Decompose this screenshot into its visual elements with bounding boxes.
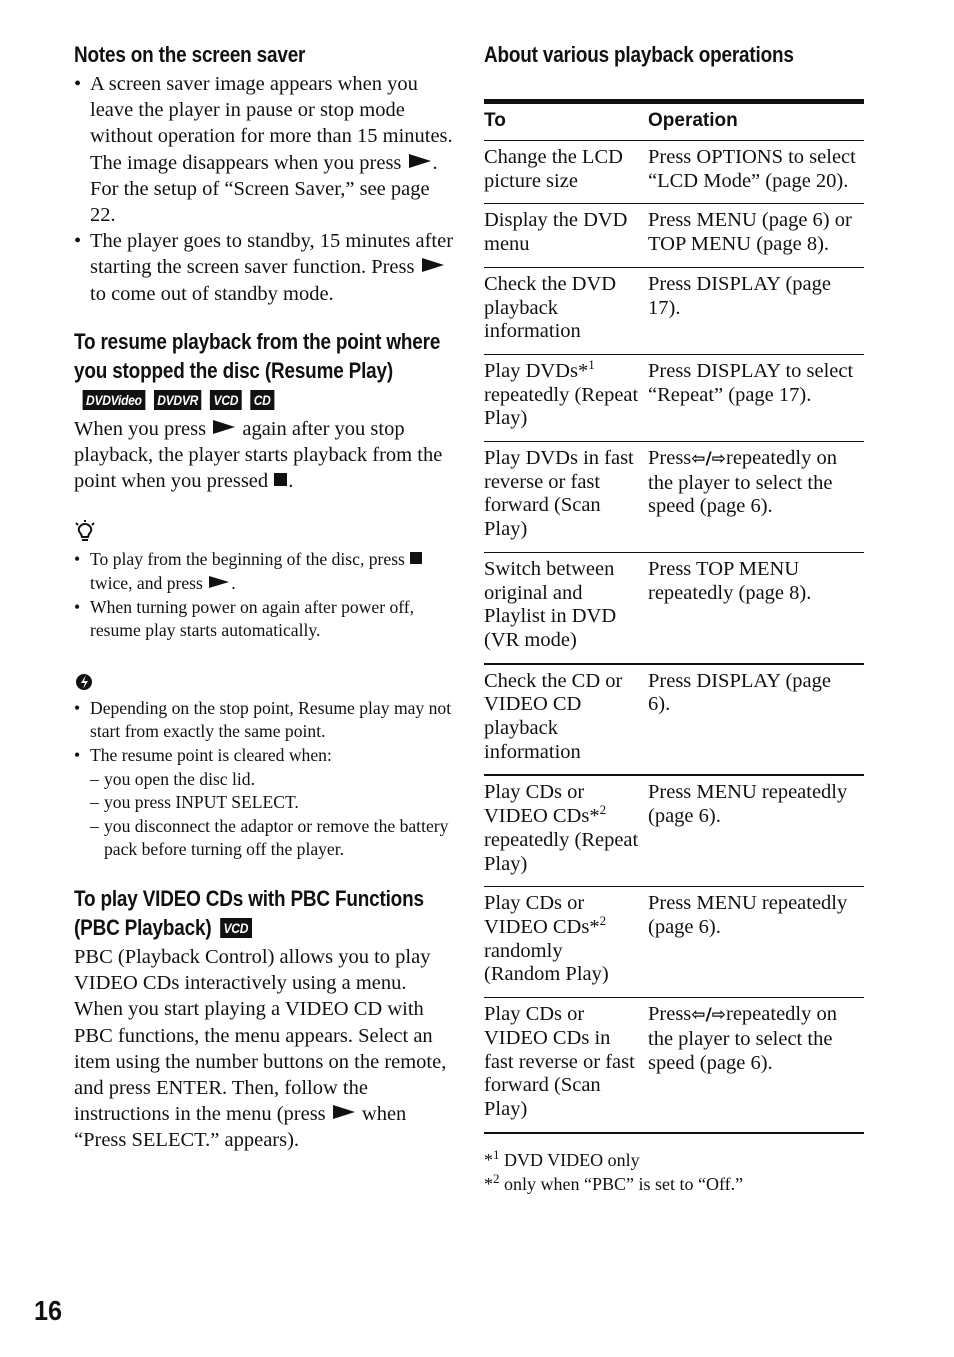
table-row: Play CDs or VIDEO CDs*$^2$ randomly (Random Play) Press MENU repeatedly (page 6). <box>484 887 864 998</box>
list-item: • A screen saver image appears when you leave the player in pause or stop mode without operation for more than 15 minutes. The image disappears when you press . For the setup of “Screen Saver,” see page 22. <box>74 71 456 228</box>
tips-list <box>74 548 456 642</box>
screensaver-bullets <box>74 71 456 307</box>
notes-list <box>74 697 456 862</box>
vcd-badge: VCD <box>210 390 242 410</box>
play-icon <box>409 154 431 168</box>
table-row: Play DVDs*$^1$ repeatedly (Repeat Play) Press DISPLAY to select “Repeat” (page 17). <box>484 354 864 441</box>
table-row: Play DVDs in fast reverse or fast forward (Scan Play) Press⇦/⇨repeatedly on the player to select the speed (page 6). <box>484 442 864 553</box>
list-item: • When turning power on again after power off, resume play starts automatically. <box>74 596 456 643</box>
table-row: Play CDs or VIDEO CDs*$^2$ repeatedly (Repeat Play) Press MENU repeatedly (page 6). <box>484 775 864 886</box>
table-row: Display the DVD menu Press MENU (page 6) or TOP MENU (page 8). <box>484 204 864 267</box>
stop-icon <box>274 473 287 486</box>
play-icon <box>422 258 444 272</box>
vcd-badge: VCD <box>220 918 252 938</box>
operations-heading: About various playback operations <box>484 42 794 67</box>
right-column <box>484 40 864 1196</box>
left-column <box>74 40 456 1154</box>
operations-table <box>484 99 864 1134</box>
resume-heading: To resume playback from the point where you stopped the disc (Resume Play)DVDVideo DVDVR VCD CD <box>74 328 441 408</box>
pbc-paragraph: PBC (Playback Control) allows you to play VIDEO CDs interactively using a menu. When you start playing a VIDEO CD with PBC functions, the menu appears. Select an item using the number buttons on the remote, and press ENTER. Then, follow the instructions in the menu (press when “Press SELECT.” appears). <box>74 945 447 1152</box>
column-header-to: To <box>484 110 506 131</box>
sub-item: – you disconnect the adaptor or remove the battery pack before turning off the player. <box>90 815 456 862</box>
list-item: • The player goes to standby, 15 minutes after starting the screen saver function. Press to come out of standby mode. <box>74 228 456 307</box>
sub-item: – you open the disc lid. <box>90 768 456 792</box>
left-right-arrows-icon: ⇦/⇨ <box>691 449 726 470</box>
footnote-2: *$^2$ only when “PBC” is set to “Off.” <box>484 1170 744 1194</box>
page-number: 16 <box>34 1295 63 1326</box>
list-item: • Depending on the stop point, Resume play may not start from exactly the same point. <box>74 697 456 744</box>
play-icon <box>209 576 229 588</box>
note-icon <box>74 669 96 693</box>
table-row: Check the DVD playback information Press DISPLAY (page 17). <box>484 267 864 354</box>
table-row: Switch between original and Playlist in DVD (VR mode) Press TOP MENU repeatedly (page 8). <box>484 552 864 663</box>
table-row: Check the CD or VIDEO CD playback information Press DISPLAY (page 6). <box>484 664 864 776</box>
cd-badge: CD <box>250 390 274 410</box>
table-row: Play CDs or VIDEO CDs in fast reverse or fast forward (Scan Play) Press⇦/⇨repeatedly on the player to select the speed (page 6). <box>484 998 864 1133</box>
table-header-row <box>484 102 864 141</box>
dvd-video-badge: DVDVideo <box>83 390 146 410</box>
play-icon <box>333 1105 355 1119</box>
footnotes <box>484 1148 864 1196</box>
list-item: • To play from the beginning of the disc, press twice, and press . <box>74 548 456 595</box>
dvd-vr-badge: DVDVR <box>154 390 202 410</box>
list-item: • The resume point is cleared when: – you open the disc lid. – you press INPUT SELECT. – you disconnect the adaptor or remove the battery pack before turning off the player. <box>74 744 456 862</box>
pbc-heading: To play VIDEO CDs with PBC Functions (PBC Playback) VCD <box>74 885 424 940</box>
left-right-arrows-icon: ⇦/⇨ <box>691 1005 726 1026</box>
play-icon <box>213 420 235 434</box>
resume-paragraph: When you press again after you stop playback, the player starts playback from the point when you pressed . <box>74 417 443 493</box>
column-header-operation: Operation <box>648 110 738 131</box>
sub-item: – you press INPUT SELECT. <box>90 791 456 815</box>
table-row: Change the LCD picture size Press OPTIONS to select “LCD Mode” (page 20). <box>484 141 864 204</box>
footnote-1: *$^1$ DVD VIDEO only <box>484 1146 640 1170</box>
lightbulb-icon <box>74 520 96 544</box>
screensaver-heading: Notes on the screen saver <box>74 42 306 67</box>
stop-icon <box>410 552 422 564</box>
